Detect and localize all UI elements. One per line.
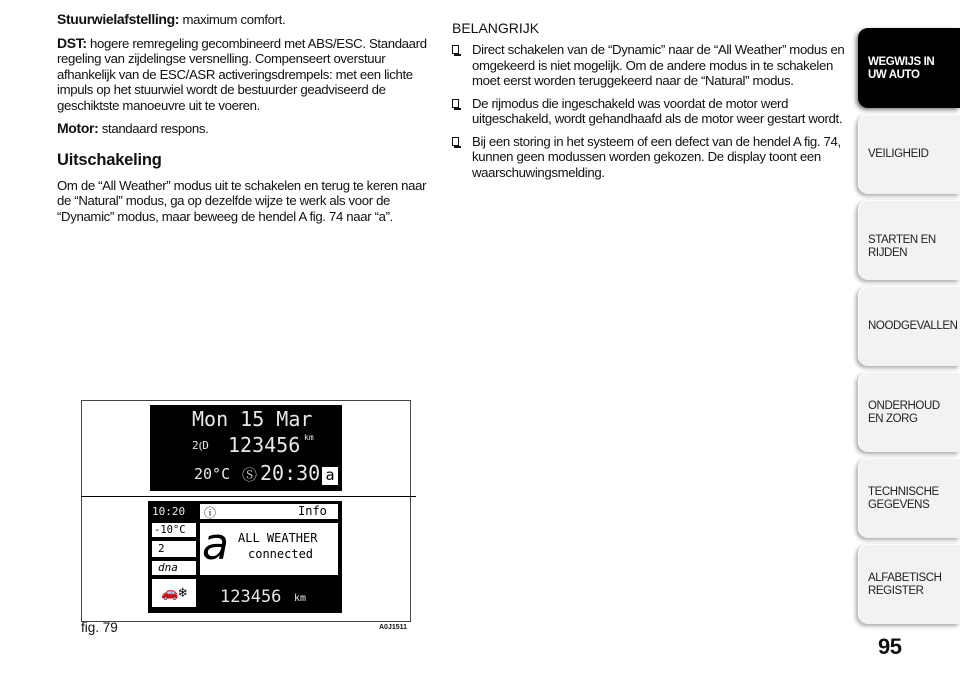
text-motor: standaard respons. xyxy=(101,121,209,136)
display-odometer: 123456 xyxy=(228,433,301,457)
tab-veiligheid[interactable]: VEILIGHEID xyxy=(858,114,960,194)
term-dst: DST: xyxy=(57,34,87,51)
bullet-item xyxy=(452,96,847,127)
figure-divider-tick xyxy=(412,496,416,497)
right-column xyxy=(452,20,847,187)
display-mode-letter: a xyxy=(322,467,338,485)
tab-register[interactable]: ALFABETISCH REGISTER xyxy=(858,544,960,624)
display2-gear: 2 xyxy=(152,541,196,557)
display-clock: 20:30 xyxy=(260,461,321,485)
display2-info-label: Info xyxy=(298,504,327,518)
chapter-tabs xyxy=(858,28,960,630)
paragraph-motor xyxy=(57,121,437,137)
display-date: Mon 15 Mar xyxy=(192,407,313,431)
display2-odometer-unit: km xyxy=(294,593,307,604)
bullet-text: Bij een storing in het systeem of een defect van de hendel A fig. 74, kunnen geen modussen worden gekozen. De display toont een waarschuwingsmelding. xyxy=(472,133,841,180)
page-number: 95 xyxy=(878,634,902,659)
lights-icon: 2⦅D xyxy=(192,439,209,452)
figure-code: A0J1511 xyxy=(379,624,408,631)
display-bottom xyxy=(148,501,342,613)
figure-display xyxy=(81,400,411,622)
tab-wegwijs[interactable]: WEGWIJS IN UW AUTO xyxy=(858,28,960,108)
tab-starten[interactable]: STARTEN EN RIJDEN xyxy=(858,200,960,280)
display-top xyxy=(150,405,342,491)
tab-technische[interactable]: TECHNISCHE GEGEVENS xyxy=(858,458,960,538)
service-icon: Ⓢ xyxy=(242,466,258,484)
section-heading: Uitschakeling xyxy=(57,150,162,169)
display2-outside-temp: -10°C xyxy=(152,523,196,537)
bullet-box-icon xyxy=(452,137,459,146)
left-column xyxy=(57,12,437,232)
info-icon: ⓘ xyxy=(204,506,217,520)
term-steering: Stuurwielafstelling: xyxy=(57,11,180,27)
tab-onderhoud[interactable]: ONDERHOUD EN ZORG xyxy=(858,372,960,452)
display2-mode-name: ALL WEATHER xyxy=(238,531,318,545)
display2-mode-status: connected xyxy=(248,547,314,561)
display2-odometer: 123456 xyxy=(220,587,282,607)
display-odometer-unit: km xyxy=(304,433,314,442)
term-motor: Motor: xyxy=(57,120,99,136)
figure-divider xyxy=(81,496,413,497)
bullet-text: De rijmodus die ingeschakeld was voordat de motor werd uitgeschakeld, wordt gehandhaafd als de motor weer gestart wordt. xyxy=(472,95,843,126)
important-title: BELANGRIJK xyxy=(452,20,540,36)
bullet-item xyxy=(452,42,847,89)
tab-noodgevallen[interactable]: NOODGEVALLEN xyxy=(858,286,960,366)
paragraph-steering xyxy=(57,12,437,28)
text-steering: maximum comfort. xyxy=(182,12,286,27)
paragraph-disable: Om de “All Weather” modus uit te schakelen en terug te keren naar de “Natural” modus, ga op dezelfde wijze te werk als voor de “Dynamic” modus, maar beweeg de hendel A fig. 74 naar “a”. xyxy=(57,177,427,224)
paragraph-dst xyxy=(57,36,437,114)
traction-icon: 🚗❄ xyxy=(152,579,196,607)
bullet-box-icon xyxy=(452,45,459,54)
bullet-box-icon xyxy=(452,99,459,108)
display-temperature: 20°C xyxy=(194,465,231,483)
bullet-text: Direct schakelen van de “Dynamic” naar de “All Weather” modus en omgekeerd is niet mogelijk. Om de andere modus in te schakelen moet eerst worden teruggekeerd naar de “Natural” modus. xyxy=(472,42,845,88)
display2-mode-letter: a xyxy=(202,519,229,570)
figure-caption: fig. 79 xyxy=(81,620,118,635)
text-dst: hogere remregeling gecombineerd met ABS/ESC. Standaard regeling van zijdelingse versnelling. Compenseert overstuur afhankelijk van de ESC/ASR activeringsdrempels: met een lichte impuls op het stuurwiel wordt de bestuurder geadviseerd de geschiktste manoeuvre uit te voeren. xyxy=(57,35,427,113)
bullet-item xyxy=(452,134,847,181)
display2-dna-label: dna xyxy=(152,561,196,575)
display2-time: 10:20 xyxy=(152,505,186,518)
